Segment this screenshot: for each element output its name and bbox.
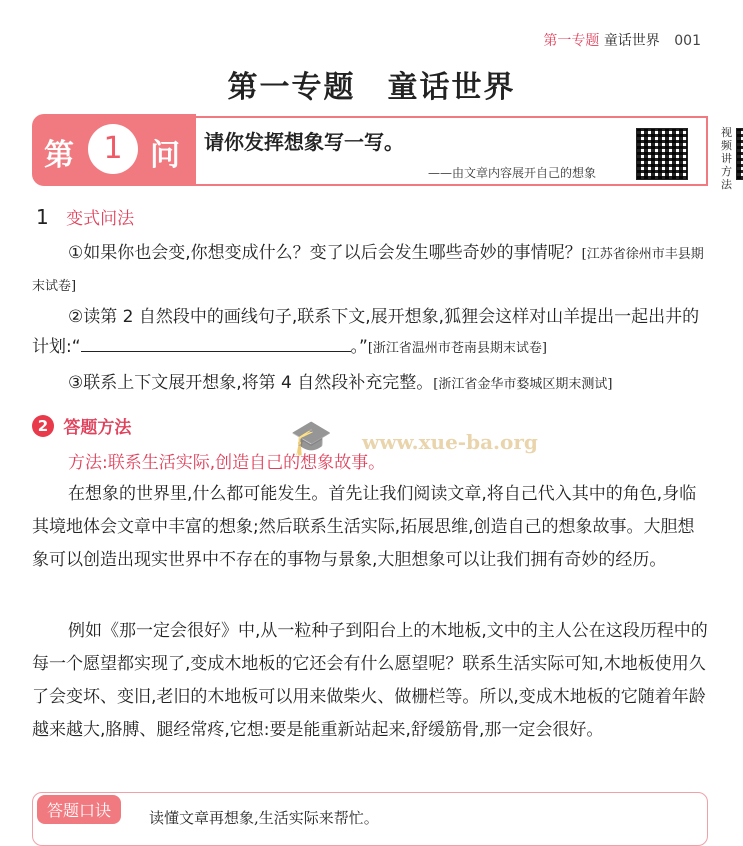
running-header [543,30,701,50]
section-variant-questions [36,204,134,229]
question-source: [浙江省金华市婺城区期末测试] [433,377,613,392]
watermark-url: www.xue-ba.org [362,430,538,454]
answer-blank[interactable] [81,335,351,352]
method-line: 方法:联系生活实际,创造自己的想象故事。 [68,453,386,473]
question-text: 请你发挥想象写一写。 [204,130,404,154]
question-text: ②读第 2 自然段中的画线句子,联系下文,展开想象,狐狸会这样对山羊提出一起出井的计划:“ [32,307,700,357]
qr-code-icon[interactable] [636,128,688,180]
question-source: [浙江省温州市苍南县期末试卷] [367,341,548,356]
question-text-end: 。” [350,337,368,357]
video-label: 视频讲方法 [721,126,732,191]
section-label: 变式问法 [66,209,135,229]
method-paragraph-1 [32,478,708,577]
section-number: 1 [36,205,49,229]
section-label: 答题方法 [63,418,132,438]
qr-code-icon[interactable] [736,128,743,180]
tip-label: 答题口诀 [37,795,121,824]
header-title: 童话世界 [603,33,660,49]
question-number-block [32,114,196,186]
question-text: ①如果你也会变,你想变成什么？变了以后会发生哪些奇妙的事情呢？ [68,243,582,263]
question-prefix: 第 [44,138,74,173]
section-number: 2 [32,415,54,437]
page-number: 001 [674,33,701,49]
paragraph-text: 在想象的世界里,什么都可能发生。首先让我们阅读文章,将自己代入其中的角色,身临其境地体会文章中丰富的想象;然后联系生活实际,拓展思维,创造自己的想象故事。大胆想象可以创造出现实世界中不存在的事物与景象,大胆想象可以让我们拥有奇妙的经历。 [32,484,697,570]
variant-question-3 [32,368,708,400]
question-number: 1 [88,124,138,174]
question-suffix: 问 [150,138,180,173]
question-text: ③联系上下文展开想象,将第 4 自然段补充完整。 [68,373,434,393]
graduation-cap-icon: 🎓 [290,418,333,458]
header-section: 第一专题 [543,33,600,49]
variant-question-2 [32,302,708,364]
method-paragraph-2 [32,615,708,747]
variant-question-1 [32,238,708,302]
question-subtitle: ——由文章内容展开自己的想象 [428,166,597,180]
question-box [196,116,732,191]
tip-text: 读懂文章再想象,生活实际来帮忙。 [149,809,379,827]
question-source: [江苏省徐州市丰县期末试卷] [32,247,704,294]
question-banner [32,114,732,191]
chapter-title: 第一专题 童话世界 [227,70,516,105]
section-answer-method [32,413,131,438]
tip-box [32,792,708,846]
paragraph-text: 例如《那一定会很好》中,从一粒种子到阳台上的木地板,文中的主人公在这段历程中的每一个愿望都实现了,变成木地板的它还会有什么愿望呢？联系生活实际可知,木地板使用久了会变坏、变旧,老旧的木地板可以用来做柴火、做栅栏等。所以,变成木地板的它随着年龄越来越大,胳膊、腿经常疼,它想:要是能重新站起来,舒缓筋骨,那一定会很好。 [32,621,708,740]
